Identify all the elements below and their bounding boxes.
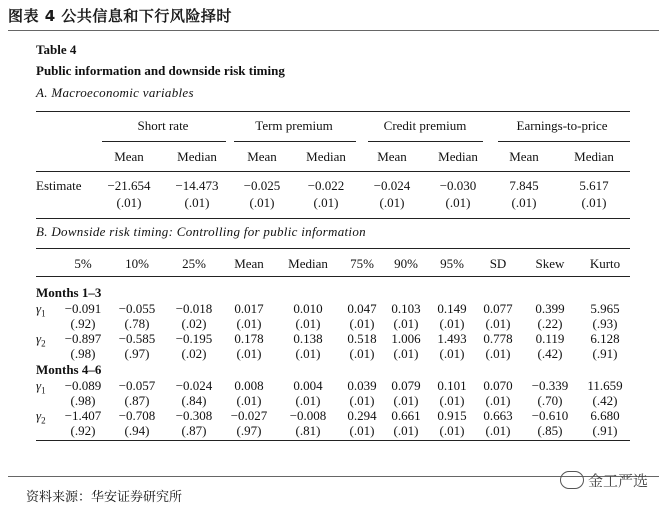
coefficient-value: 0.039 (347, 378, 377, 393)
coefficient-value: −0.195 (175, 331, 213, 346)
panel-b-bottom-rule (36, 440, 630, 441)
p-value: (.01) (116, 195, 142, 210)
coefficient-value: 11.659 (587, 378, 623, 393)
coefficient-subscript: 1 (41, 308, 46, 319)
p-value: (.01) (393, 393, 419, 408)
coefficient-value: −0.027 (230, 408, 268, 423)
coefficient-value: 0.119 (535, 331, 565, 346)
p-value: (.01) (393, 423, 419, 438)
panel-b-top-rule (36, 248, 630, 249)
coefficient-value: −0.008 (289, 408, 327, 423)
panel-a-label: A. Macroeconomic variables (36, 85, 194, 100)
p-value: (.87) (181, 423, 207, 438)
column-header: Kurto (589, 256, 621, 271)
estimate-value: −0.025 (243, 178, 281, 193)
coefficient-value: 1.493 (437, 331, 467, 346)
coefficient-value: 0.178 (234, 331, 264, 346)
estimate-value: 7.845 (509, 178, 539, 193)
p-value: (.94) (124, 423, 150, 438)
estimate-value: −14.473 (175, 178, 219, 193)
column-header: Mean (509, 149, 539, 164)
coefficient-value: −0.057 (118, 378, 156, 393)
p-value: (.70) (537, 393, 563, 408)
coefficient-value: −0.089 (64, 378, 102, 393)
source-note: 资料来源：华安证券研究所 (26, 490, 183, 505)
estimate-value: −21.654 (107, 178, 151, 193)
panel-b-header-rule (36, 276, 630, 277)
group-header-rule (234, 141, 356, 142)
column-header: 75% (350, 256, 374, 271)
p-value: (.91) (592, 346, 618, 361)
coefficient-value: −1.407 (64, 408, 102, 423)
group-header: Term premium (255, 118, 333, 133)
coefficient-value: 0.915 (437, 408, 467, 423)
panel-a-header-rule (36, 171, 630, 172)
p-value: (.97) (236, 423, 262, 438)
p-value: (.98) (70, 393, 96, 408)
panel-a-bottom-rule (36, 218, 630, 219)
group-header: Earnings-to-price (516, 118, 608, 133)
coefficient-value: 0.663 (483, 408, 513, 423)
row-label: Estimate (36, 178, 82, 193)
group-header: Credit premium (383, 118, 467, 133)
coefficient-symbol: γ (36, 331, 42, 346)
column-header: 5% (74, 256, 92, 271)
p-value: (.01) (349, 423, 375, 438)
column-header: Skew (535, 256, 565, 271)
coefficient-symbol: γ (36, 378, 42, 393)
p-value: (.81) (295, 423, 321, 438)
p-value: (.01) (485, 423, 511, 438)
column-header: 10% (125, 256, 149, 271)
coefficient-value: −0.585 (118, 331, 156, 346)
p-value: (.01) (511, 195, 537, 210)
p-value: (.01) (393, 346, 419, 361)
p-value: (.02) (181, 346, 207, 361)
column-header: Mean (234, 256, 264, 271)
coefficient-value: 0.008 (234, 378, 264, 393)
coefficient-value: 0.010 (293, 301, 323, 316)
estimate-value: −0.024 (373, 178, 411, 193)
panel-a-top-rule (36, 111, 630, 112)
p-value: (.01) (393, 316, 419, 331)
p-value: (.01) (439, 393, 465, 408)
coefficient-value: 0.399 (535, 301, 565, 316)
coefficient-value: 0.004 (293, 378, 323, 393)
coefficient-value: −0.339 (531, 378, 569, 393)
coefficient-value: −0.018 (175, 301, 213, 316)
p-value: (.01) (349, 316, 375, 331)
p-value: (.01) (236, 316, 262, 331)
panel-b-label: B. Downside risk timing: Controlling for public information (36, 224, 366, 239)
p-value: (.01) (581, 195, 607, 210)
coefficient-value: 6.680 (590, 408, 620, 423)
p-value: (.87) (124, 393, 150, 408)
coefficient-value: 0.138 (293, 331, 323, 346)
coefficient-value: 0.047 (347, 301, 377, 316)
column-header: SD (489, 256, 507, 271)
column-header: Median (177, 149, 217, 164)
coefficient-subscript: 1 (41, 385, 46, 396)
coefficient-value: 0.149 (437, 301, 467, 316)
p-value: (.01) (485, 316, 511, 331)
coefficient-value: 0.079 (391, 378, 421, 393)
figure-title: 图表 4 公共信息和下行风险择时 (8, 7, 232, 25)
p-value: (.01) (184, 195, 210, 210)
p-value: (.01) (485, 346, 511, 361)
column-header: Median (288, 256, 328, 271)
p-value: (.98) (70, 346, 96, 361)
coefficient-subscript: 2 (41, 415, 46, 426)
group-header-rule (102, 141, 226, 142)
p-value: (.42) (592, 393, 618, 408)
column-header: 25% (182, 256, 206, 271)
p-value: (.01) (439, 316, 465, 331)
p-value: (.01) (349, 393, 375, 408)
coefficient-value: 6.128 (590, 331, 620, 346)
wechat-logo-icon (560, 471, 584, 489)
estimate-value: −0.022 (307, 178, 345, 193)
group-header: Short rate (137, 118, 189, 133)
p-value: (.01) (439, 423, 465, 438)
p-value: (.01) (236, 393, 262, 408)
section-title: Months 1–3 (36, 285, 102, 300)
table-label: Table 4 (36, 42, 77, 57)
p-value: (.01) (439, 346, 465, 361)
group-header-rule (368, 141, 483, 142)
p-value: (.91) (592, 423, 618, 438)
coefficient-value: −0.708 (118, 408, 156, 423)
column-header: Median (306, 149, 346, 164)
p-value: (.01) (295, 393, 321, 408)
coefficient-value: −0.091 (64, 301, 102, 316)
p-value: (.02) (181, 316, 207, 331)
p-value: (.01) (349, 346, 375, 361)
coefficient-symbol: γ (36, 408, 42, 423)
estimate-value: 5.617 (579, 178, 609, 193)
coefficient-value: −0.024 (175, 378, 213, 393)
coefficient-value: −0.055 (118, 301, 156, 316)
section-title: Months 4–6 (36, 362, 102, 377)
p-value: (.84) (181, 393, 207, 408)
watermark (560, 470, 648, 491)
coefficient-value: 0.294 (347, 408, 377, 423)
coefficient-value: 0.017 (234, 301, 264, 316)
p-value: (.01) (379, 195, 405, 210)
coefficient-value: 0.661 (391, 408, 421, 423)
p-value: (.01) (485, 393, 511, 408)
p-value: (.78) (124, 316, 150, 331)
p-value: (.01) (295, 316, 321, 331)
p-value: (.92) (70, 423, 96, 438)
column-header: 90% (394, 256, 418, 271)
column-header: 95% (440, 256, 464, 271)
column-header: Median (438, 149, 478, 164)
coefficient-value: 0.103 (391, 301, 421, 316)
coefficient-value: −0.897 (64, 331, 102, 346)
column-header: Median (574, 149, 614, 164)
coefficient-value: 1.006 (391, 331, 421, 346)
top-rule (8, 30, 659, 31)
p-value: (.85) (537, 423, 563, 438)
p-value: (.01) (249, 195, 275, 210)
p-value: (.01) (445, 195, 471, 210)
column-header: Mean (377, 149, 407, 164)
coefficient-value: 0.070 (483, 378, 513, 393)
column-header: Mean (247, 149, 277, 164)
table-title: Public information and downside risk timing (36, 63, 285, 78)
coefficient-subscript: 2 (41, 338, 46, 349)
p-value: (.93) (592, 316, 618, 331)
p-value: (.97) (124, 346, 150, 361)
p-value: (.01) (295, 346, 321, 361)
p-value: (.92) (70, 316, 96, 331)
p-value: (.01) (313, 195, 339, 210)
column-header: Mean (114, 149, 144, 164)
estimate-value: −0.030 (439, 178, 477, 193)
coefficient-value: −0.308 (175, 408, 213, 423)
coefficient-value: 0.518 (347, 331, 377, 346)
coefficient-value: 0.778 (483, 331, 513, 346)
group-header-rule (498, 141, 630, 142)
coefficient-value: −0.610 (531, 408, 569, 423)
p-value: (.42) (537, 346, 563, 361)
coefficient-symbol: γ (36, 301, 42, 316)
coefficient-value: 0.101 (437, 378, 467, 393)
p-value: (.01) (236, 346, 262, 361)
watermark-text: 金工严选 (588, 472, 649, 490)
p-value: (.22) (537, 316, 563, 331)
coefficient-value: 0.077 (483, 301, 513, 316)
coefficient-value: 5.965 (590, 301, 620, 316)
